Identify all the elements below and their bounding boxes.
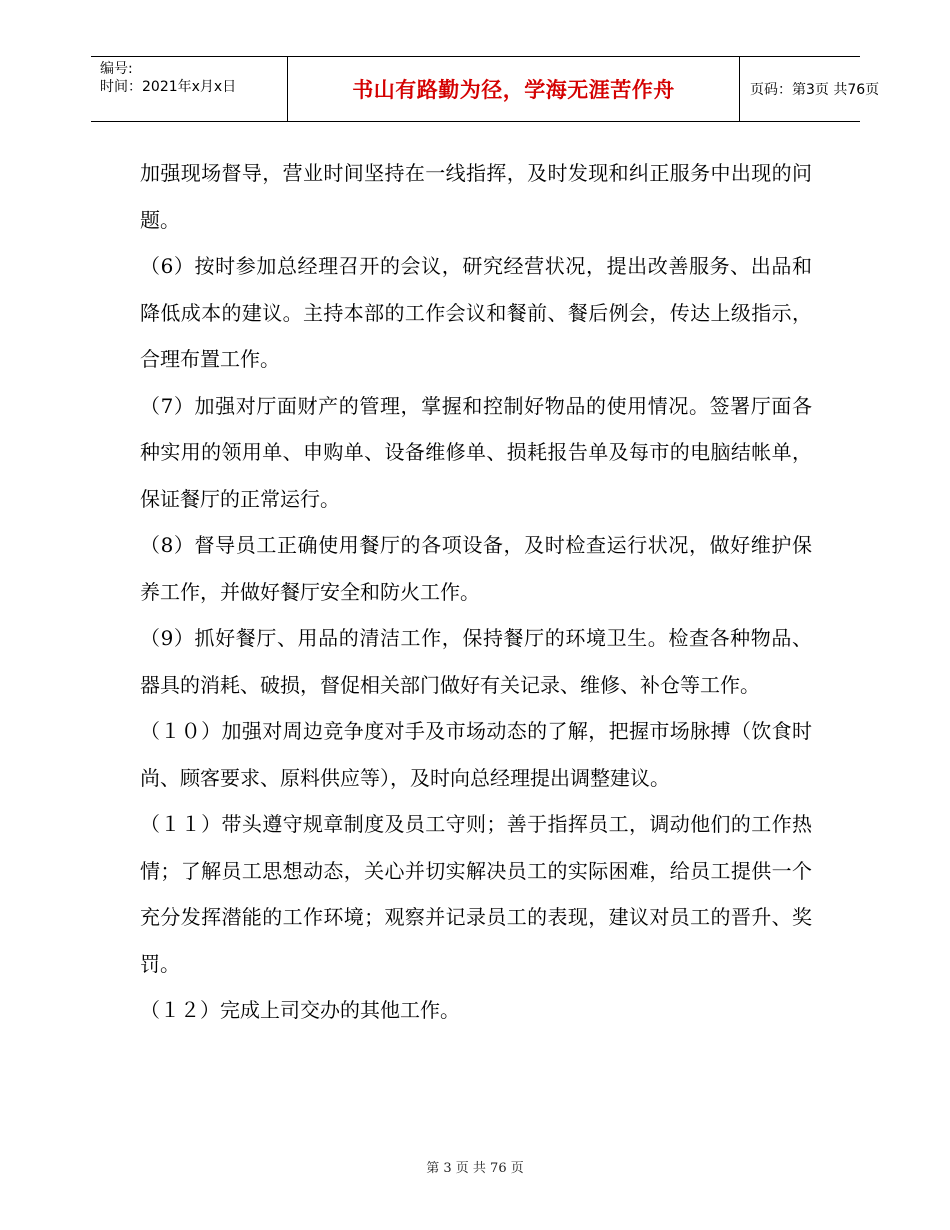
document-number-label: 编号: <box>100 61 133 77</box>
paragraph: （１１）带头遵守规章制度及员工守则；善于指挥员工，调动他们的工作热情；了解员工思想动态，关心并切实解决员工的实际困难，给员工提供一个充分发挥潜能的工作环境；观察并记录员工的表现，建议对员工的晋升、奖罚。 <box>140 812 812 976</box>
header-motto: 书山有路勤为径，学海无涯苦作舟 <box>352 78 675 102</box>
header-page-info: 页码：第3页 共76页 <box>750 82 880 98</box>
paragraph: 加强现场督导，营业时间坚持在一线指挥，及时发现和纠正服务中出现的问题。 <box>140 161 812 232</box>
page-footer: 第 3 页 共 76 页 <box>426 1161 524 1176</box>
header-motto-cell <box>287 57 740 121</box>
paragraph: （8）督导员工正确使用餐厅的各项设备，及时检查运行状况，做好维护保养工作，并做好餐厅安全和防火工作。 <box>140 533 812 604</box>
page-header <box>91 56 880 122</box>
document-body <box>140 150 812 1034</box>
document-date: 时间：2021年x月x日 <box>100 79 237 95</box>
paragraph: （9）抓好餐厅、用品的清洁工作，保持餐厅的环境卫生。检查各种物品、器具的消耗、破损，督促相关部门做好有关记录、维修、补仓等工作。 <box>140 626 812 697</box>
paragraph: （7）加强对厅面财产的管理，掌握和控制好物品的使用情况。签署厅面各种实用的领用单、申购单、设备维修单、损耗报告单及每市的电脑结帐单，保证餐厅的正常运行。 <box>140 393 812 511</box>
header-meta <box>91 57 287 121</box>
paragraph: （１０）加强对周边竞争度对手及市场动态的了解，把握市场脉搏（饮食时尚、顾客要求、原料供应等），及时向总经理提出调整建议。 <box>140 719 812 790</box>
paragraph: （6）按时参加总经理召开的会议，研究经营状况，提出改善服务、出品和降低成本的建议。主持本部的工作会议和餐前、餐后例会，传达上级指示，合理布置工作。 <box>140 254 812 371</box>
paragraph: （１２）完成上司交办的其他工作。 <box>140 998 460 1022</box>
